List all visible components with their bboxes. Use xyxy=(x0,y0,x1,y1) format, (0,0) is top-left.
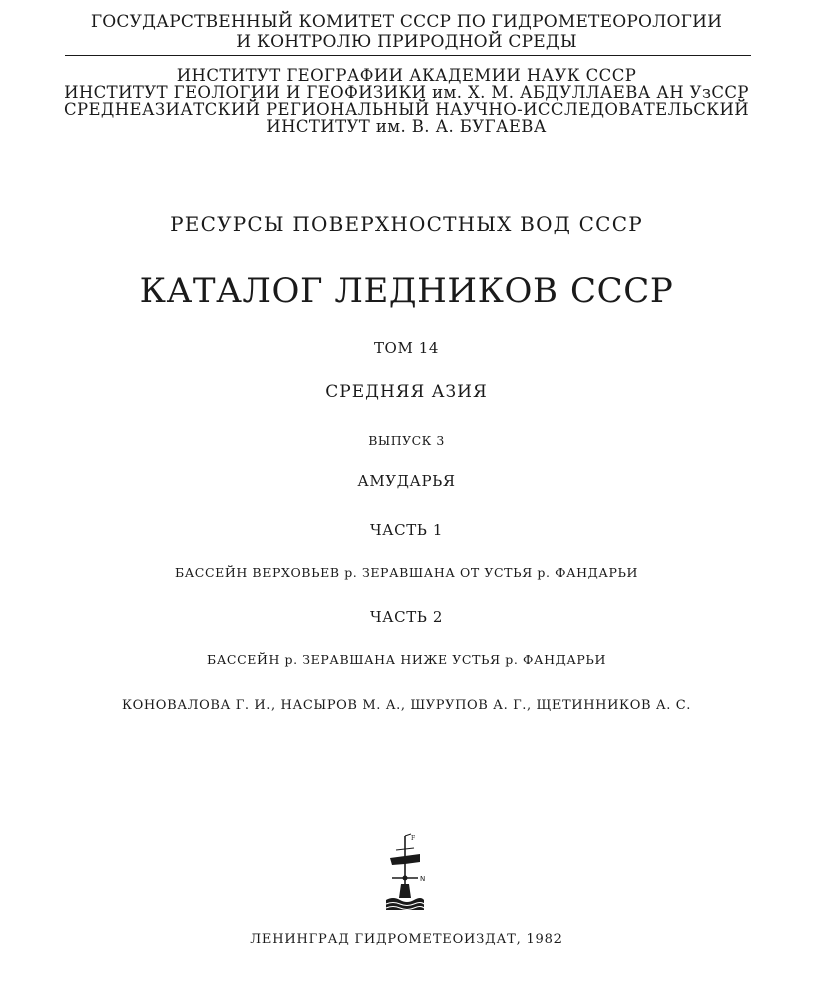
part1-description: БАССЕЙН ВЕРХОВЬЕВ р. ЗЕРАВШАНА ОТ УСТЬЯ р. ФАНДАРЬИ xyxy=(174,565,639,580)
ministry-line-1: ГОСУДАРСТВЕННЫЙ КОМИТЕТ СССР ПО ГИДРОМЕТЕОРОЛОГИИ xyxy=(90,12,723,32)
north-label: N xyxy=(420,875,426,883)
part2-label: ЧАСТЬ 2 xyxy=(369,608,444,626)
institute-line-1: ИНСТИТУТ ГЕОГРАФИИ АКАДЕМИИ НАУК СССР xyxy=(176,66,637,85)
header-divider xyxy=(65,55,751,56)
series-title: РЕСУРСЫ ПОВЕРХНОСТНЫХ ВОД СССР xyxy=(170,212,643,236)
institute-line-4: ИНСТИТУТ им. В. А. БУГАЕВА xyxy=(266,117,547,136)
publisher-line: ЛЕНИНГРАД ГИДРОМЕТЕОИЗДАТ, 1982 xyxy=(250,932,563,947)
issue-label: ВЫПУСК 3 xyxy=(368,433,445,448)
institute-line-2: ИНСТИТУТ ГЕОЛОГИИ И ГЕОФИЗИКИ им. Х. М. АБДУЛЛАЕВА АН УзССР xyxy=(64,83,749,102)
main-title: КАТАЛОГ ЛЕДНИКОВ СССР xyxy=(139,271,674,311)
institute-line-3: СРЕДНЕАЗИАТСКИЙ РЕГИОНАЛЬНЫЙ НАУЧНО-ИССЛЕДОВАТЕЛЬСКИЙ xyxy=(63,100,750,119)
region-label: СРЕДНЯЯ АЗИЯ xyxy=(325,382,488,402)
volume-label: ТОМ 14 xyxy=(373,339,440,357)
part1-label: ЧАСТЬ 1 xyxy=(369,521,444,539)
river-label: АМУДАРЬЯ xyxy=(357,472,456,490)
authors-line: КОНОВАЛОВА Г. И., НАСЫРОВ М. А., ШУРУПОВ А. Г., ЩЕТИННИКОВ А. С. xyxy=(121,698,692,713)
weather-vane-icon xyxy=(380,832,430,916)
svg-text:F: F xyxy=(411,835,416,842)
part2-description: БАССЕЙН р. ЗЕРАВШАНА НИЖЕ УСТЬЯ р. ФАНДАРЬИ xyxy=(207,652,606,667)
ministry-line-2: И КОНТРОЛЮ ПРИРОДНОЙ СРЕДЫ xyxy=(236,32,577,52)
